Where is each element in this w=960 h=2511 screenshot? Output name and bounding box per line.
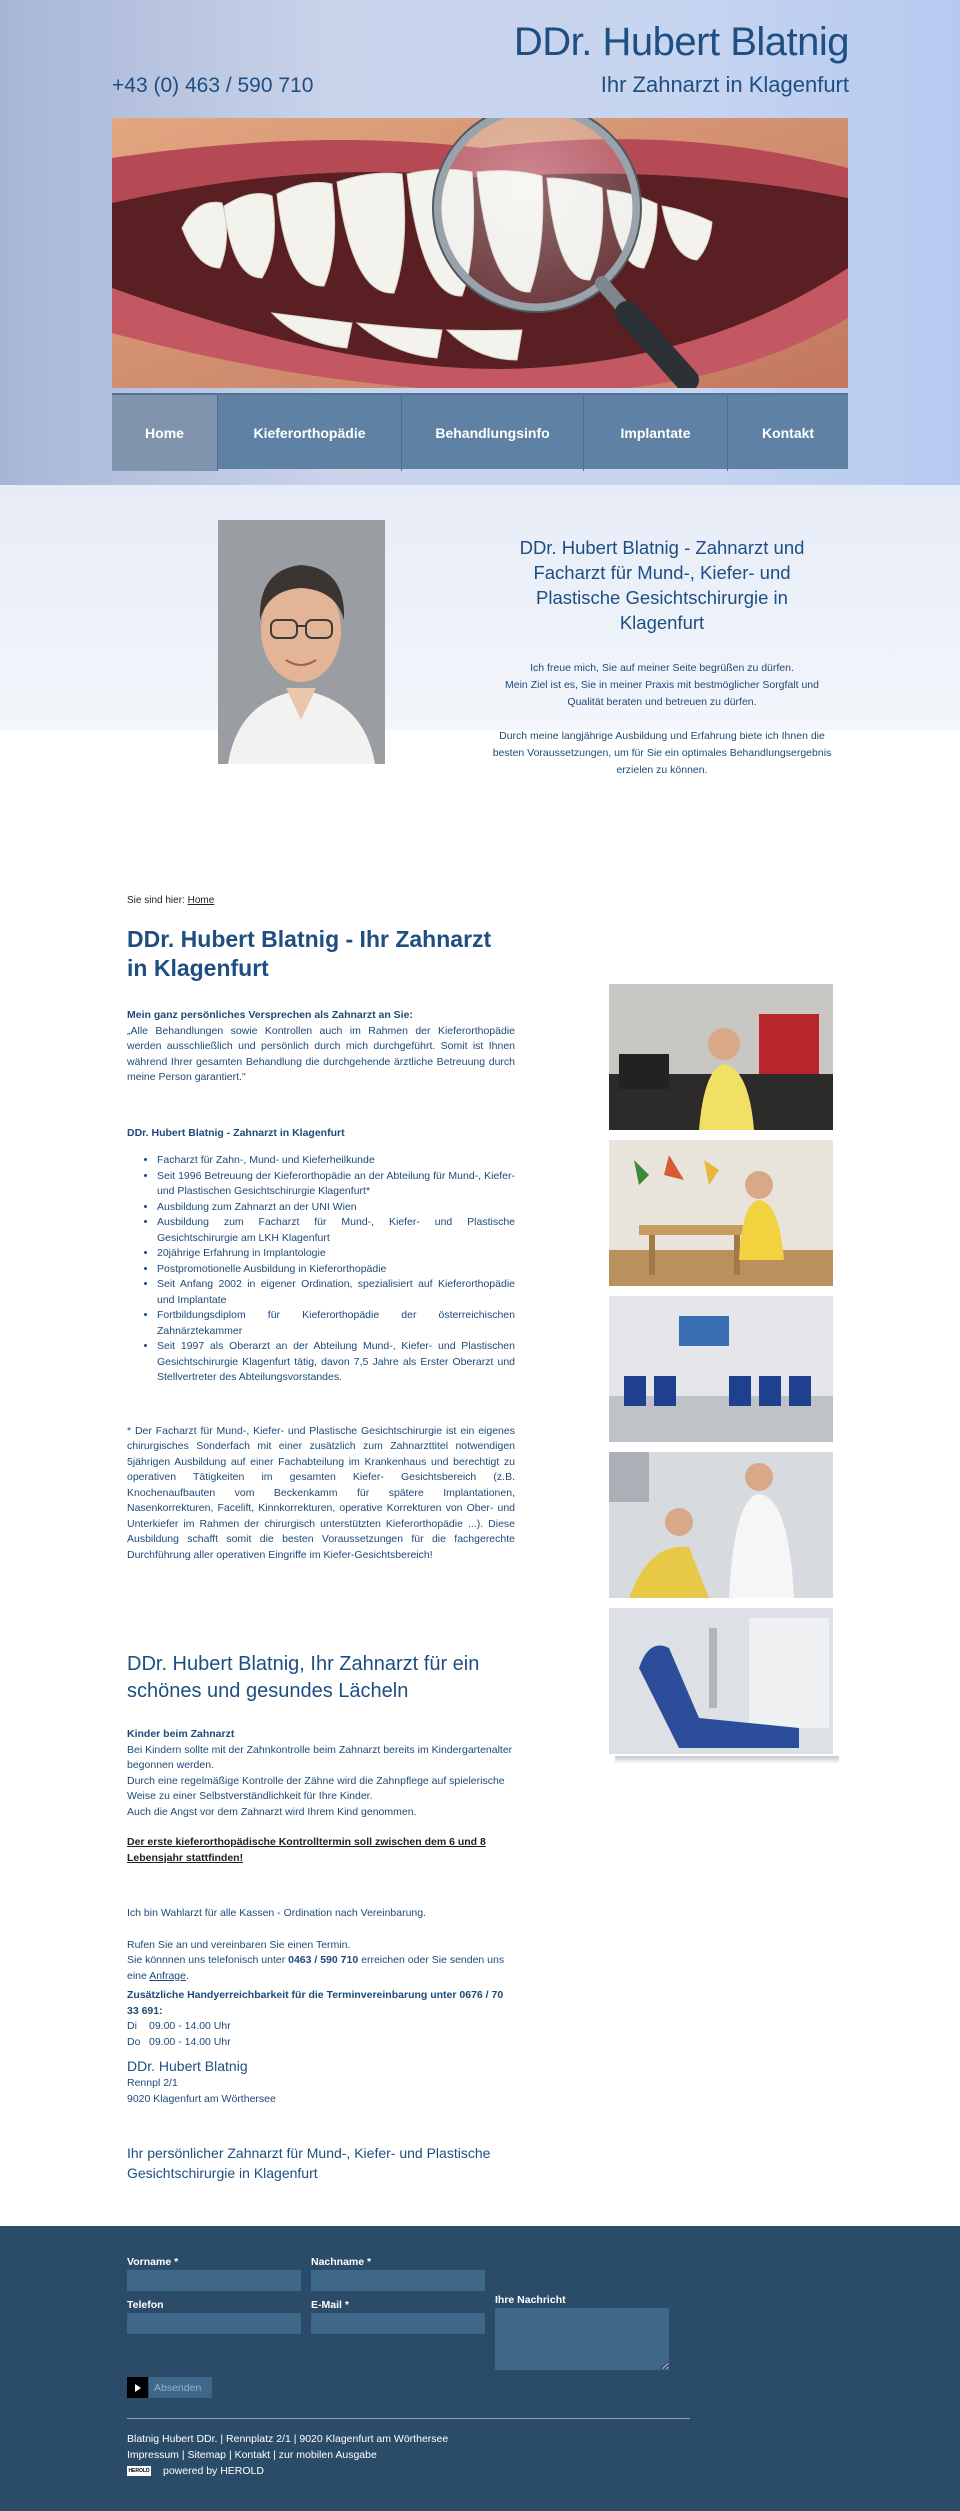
call-text-a: Sie könnnen uns telefonisch unter: [127, 1954, 289, 1966]
hours-row: [127, 2035, 515, 2051]
breadcrumb-prefix: Sie sind hier:: [127, 895, 185, 906]
nachname-input[interactable]: [311, 2270, 485, 2291]
hours-time: 09.00 - 14.00 Uhr: [149, 2035, 231, 2048]
vorname-input[interactable]: [127, 2270, 301, 2291]
footer-link-mobile[interactable]: zur mobilen Ausgabe: [278, 2449, 377, 2461]
nav-item-implantate[interactable]: Implantate: [584, 395, 728, 471]
intro-line-goal: Mein Ziel ist es, Sie in meiner Praxis mit bestmöglicher Sorgfalt und Qualität beraten und betreuen zu dürfen.: [505, 679, 819, 708]
footer-address: Blatnig Hubert DDr. | Rennplatz 2/1 | 9020 Klagenfurt am Wörthersee: [127, 2433, 449, 2445]
send-button[interactable]: [127, 2377, 212, 2398]
address-street: Rennpl 2/1: [127, 2077, 178, 2089]
email-input[interactable]: [311, 2313, 485, 2334]
send-button-label: Absenden: [149, 2377, 212, 2398]
form-label-vorname: Vorname *: [127, 2256, 179, 2268]
herold-logo[interactable]: HEROLD: [128, 2468, 150, 2474]
form-label-nachname: Nachname *: [311, 2256, 372, 2268]
nav-item-kontakt[interactable]: Kontakt: [761, 425, 815, 441]
list-item: • Seit 1996 Betreuung der Kieferorthopädie an der Abteilung für Mund-, Kiefer- und Plastischen Gesichtschirurgie Klagenfurt*: [157, 1169, 515, 1200]
footnote-text: * Der Facharzt für Mund-, Kiefer- und Plastische Gesichtschirurgie ist ein eigenes chirurgisches Sonderfach mit einer zusätzlich zum Zahnarzttitel notwendigen 5jährigen Ausbildung auf einer Fachabteilung im Krankenhaus und berechtigt zu operativen Tätigkeiten im gesamten Kiefer- Gesichtsbereich (z.B. Knochenaufbauten vom Beckenkamm für spätere Implantationen, Nasenkorrekturen, Facelift, Kinnkorrekturen, operative Korrekturen von Ober- und Unterkiefer im Rahmen der chirurgisch unterstützten Kieferorthopädie ...). Diese Ausbildung schafft somit die besten Voraussetzungen für die fachgerechte Durchführung aller operativen Eingriffe im Kiefer-Gesichtsbereich!: [127, 1424, 515, 1561]
breadcrumb-home-link[interactable]: Home: [187, 895, 215, 906]
kids-text-3: Auch die Angst vor dem Zahnarzt wird Ihrem Kind genommen.: [127, 1805, 417, 1818]
gallery-photo-dental-chair: [609, 1608, 833, 1754]
list-item: • Postpromotionelle Ausbildung in Kieferorthopädie: [157, 1262, 515, 1278]
list-item: • Ausbildung zum Zahnarzt an der UNI Wien: [157, 1200, 515, 1216]
form-label-telefon: Telefon: [127, 2299, 164, 2311]
kassen-text: Ich bin Wahlarzt für alle Kassen - Ordination nach Vereinbarung.: [127, 1907, 427, 1919]
site-subtitle: Ihr Zahnarzt in Klagenfurt: [600, 72, 849, 97]
intro-line-welcome: Ich freue mich, Sie auf meiner Seite begrüßen zu dürfen.: [530, 662, 794, 674]
page-title: DDr. Hubert Blatnig - Ihr Zahnarzt in Klagenfurt: [127, 926, 492, 981]
hero-image-smile-magnifier: [112, 118, 848, 388]
nav-item-behandlungsinfo[interactable]: Behandlungsinfo: [402, 395, 584, 471]
closing-text: Ihr persönlicher Zahnarzt für Mund-, Kiefer- und Plastische Gesichtschirurgie in Klagenfurt: [127, 2145, 491, 2181]
address-name: DDr. Hubert Blatnig: [127, 2058, 248, 2074]
list-item: • Facharzt für Zahn-, Mund- und Kieferheilkunde: [157, 1153, 515, 1169]
promise-title: Mein ganz persönliches Versprechen als Zahnarzt an Sie:: [127, 1009, 413, 1021]
gallery-photo-kids-room: [609, 1140, 833, 1286]
form-label-nachricht: Ihre Nachricht: [495, 2294, 566, 2306]
gallery-photo-reception: [609, 984, 833, 1130]
nav-item-home[interactable]: Home: [112, 395, 218, 471]
section-title: DDr. Hubert Blatnig - Zahnarzt in Klagenfurt: [127, 1126, 345, 1139]
footer-divider: [127, 2418, 690, 2419]
header-phone[interactable]: +43 (0) 463 / 590 710: [112, 74, 314, 97]
kids-title: Kinder beim Zahnarzt: [127, 1728, 235, 1740]
intro-line-experience: Durch meine langjährige Ausbildung und Erfahrung biete ich Ihnen die besten Voraussetzungen, um für Sie ein optimales Behandlungsergebnis erzielen zu können.: [492, 730, 832, 776]
kids-text-1: Bei Kindern sollte mit der Zahnkontrolle beim Zahnarzt bereits im Kindergartenalter begonnen werden.: [127, 1743, 513, 1771]
list-item: • Seit Anfang 2002 in eigener Ordination, spezialisiert auf Kieferorthopädie und Implantate: [157, 1277, 515, 1308]
hours-time: 09.00 - 14.00 Uhr: [149, 2020, 231, 2032]
telefon-input[interactable]: [127, 2313, 301, 2334]
call-text-b: erreichen oder Sie senden uns eine: [127, 1954, 505, 1982]
intro-text: [492, 660, 832, 796]
hours-day: Di: [127, 2020, 137, 2032]
nachricht-textarea[interactable]: [495, 2308, 669, 2370]
main-navigation: [112, 393, 848, 469]
list-item: • Ausbildung zum Facharzt für Mund-, Kiefer- und Plastische Gesichtschirurgie am LKH Klagenfurt: [157, 1215, 515, 1246]
main-content: [127, 925, 515, 2183]
qualification-list: [127, 1153, 515, 1386]
call-text-1: Rufen Sie an und vereinbaren Sie einen Termin.: [127, 1938, 351, 1951]
nav-item-kieferorthopaedie[interactable]: Kieferorthopädie: [218, 395, 402, 471]
portrait-photo: [218, 520, 385, 764]
gallery-photo-waiting-room: [609, 1296, 833, 1442]
kids-text-2: Durch eine regelmäßige Kontrolle der Zähne wird die Zahnpflege auf spielerische Weise zu einer Selbstverständlichkeit für Ihre Kinder.: [127, 1774, 505, 1802]
list-item: • 20jährige Erfahrung in Implantologie: [157, 1246, 515, 1262]
kids-note: Der erste kieferorthopädische Kontrolltermin soll zwischen dem 6 und 8 Lebensjahr stattfinden!: [127, 1836, 486, 1864]
breadcrumb: [127, 895, 214, 906]
footer-links: Impressum | Sitemap | Kontakt | zur mobilen Ausgabe: [127, 2449, 377, 2461]
site-title: DDr. Hubert Blatnig: [513, 20, 849, 64]
call-text-c: .: [185, 1969, 189, 1982]
anfrage-link[interactable]: Anfrage: [149, 1969, 186, 1982]
form-label-email: E-Mail *: [311, 2299, 349, 2311]
intro-heading: DDr. Hubert Blatnig - Zahnarzt und Facharzt für Mund-, Kiefer- und Plastische Gesichtschirurgie in Klagenfurt: [519, 537, 805, 633]
call-phone[interactable]: 0463 / 590 710: [288, 1954, 359, 1966]
footer-link-impressum[interactable]: Impressum: [127, 2449, 179, 2461]
hours-row: [127, 2019, 515, 2035]
hours-day: Do: [127, 2035, 141, 2048]
list-item: • Seit 1997 als Oberarzt an der Abteilung Mund-, Kiefer- und Plastischen Gesichtschirurgie Klagenfurt tätig, davon 7,5 Jahre als Erster Oberarzt und Stellvertreter des Abteilungsvorstandes.: [157, 1339, 515, 1386]
promise-text: „Alle Behandlungen sowie Kontrollen auch im Rahmen der Kieferorthopädie werden ausschließlich und persönlich durch mich durchgeführt. Somit ist Ihnen während Ihrer gesamten Behandlung die durchgehende ärztliche Betreuung durch meine Person garantiert.": [127, 1024, 515, 1083]
footer-link-sitemap[interactable]: Sitemap: [187, 2449, 227, 2461]
powered-by-text[interactable]: powered by HEROLD: [163, 2465, 264, 2477]
mobile-title: Zusätzliche Handyerreichbarkeit für die Terminvereinbarung unter 0676 / 70 33 691:: [127, 1989, 504, 2017]
footer-powered: [127, 2465, 264, 2477]
gallery-shadow: [615, 1756, 839, 1764]
footer-link-kontakt[interactable]: Kontakt: [234, 2449, 271, 2461]
arrow-right-icon: [127, 2377, 148, 2398]
list-item: • Fortbildungsdiplom für Kieferorthopädie der österreichischen Zahnärztekammer: [157, 1308, 515, 1339]
address-city: 9020 Klagenfurt am Wörthersee: [127, 2092, 276, 2105]
section-heading-smile: DDr. Hubert Blatnig, Ihr Zahnarzt für ein schönes und gesundes Lächeln: [127, 1653, 480, 1702]
call-text-2: [127, 1953, 515, 1984]
gallery-photo-treatment: [609, 1452, 833, 1598]
